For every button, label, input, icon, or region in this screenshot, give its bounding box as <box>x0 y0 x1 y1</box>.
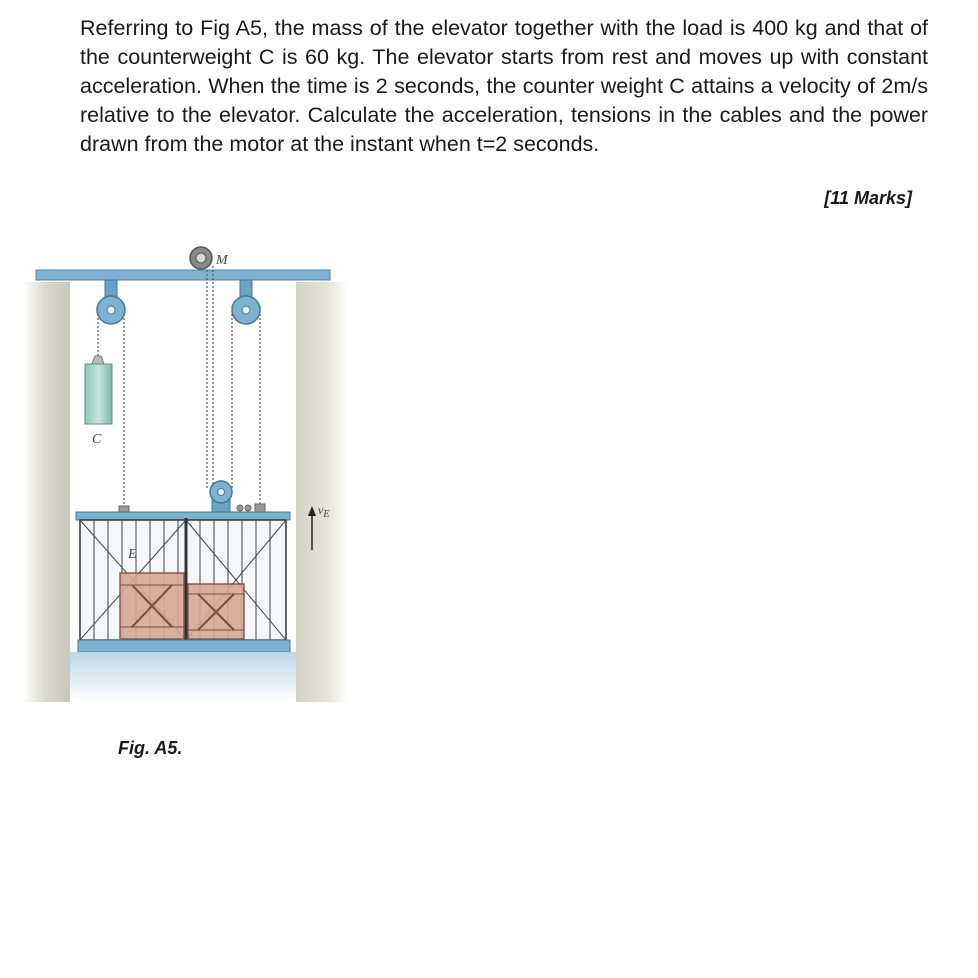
figure-caption: Fig. A5. <box>118 738 183 758</box>
crate-right <box>188 584 244 639</box>
shaft-wall-right <box>296 282 348 702</box>
pulley-mounts <box>105 280 252 310</box>
marks-label: [11 Marks] <box>824 188 912 208</box>
crate-left <box>120 573 184 639</box>
problem-statement: Referring to Fig A5, the mass of the elevator together with the load is 400 kg and that of the counterweight C is 60 kg. The elevator starts from rest and moves up with constant acceleration. When the time is 2 seconds, the counter weight C attains a velocity of 2m/s relative to the elevator. Calculate the acceleration, tensions in the cables and the power drawn from the motor at the instant when t=2 seconds. <box>80 16 928 156</box>
top-beam <box>36 270 330 280</box>
car-pulley <box>210 481 232 512</box>
counterweight-label: C <box>92 432 102 447</box>
elevator-label: E <box>128 547 137 562</box>
motor-label: M <box>216 253 228 268</box>
shaft-wall-left <box>22 282 70 702</box>
velocity-label: $v_E$ <box>318 503 330 520</box>
left-pulley <box>97 296 125 324</box>
car-platform <box>78 640 290 652</box>
motor <box>190 247 212 269</box>
right-pulley <box>232 296 260 324</box>
elevator-figure <box>0 240 360 720</box>
shaft-floor <box>70 652 296 702</box>
cable-hooks <box>119 504 265 512</box>
counterweight <box>85 356 112 424</box>
